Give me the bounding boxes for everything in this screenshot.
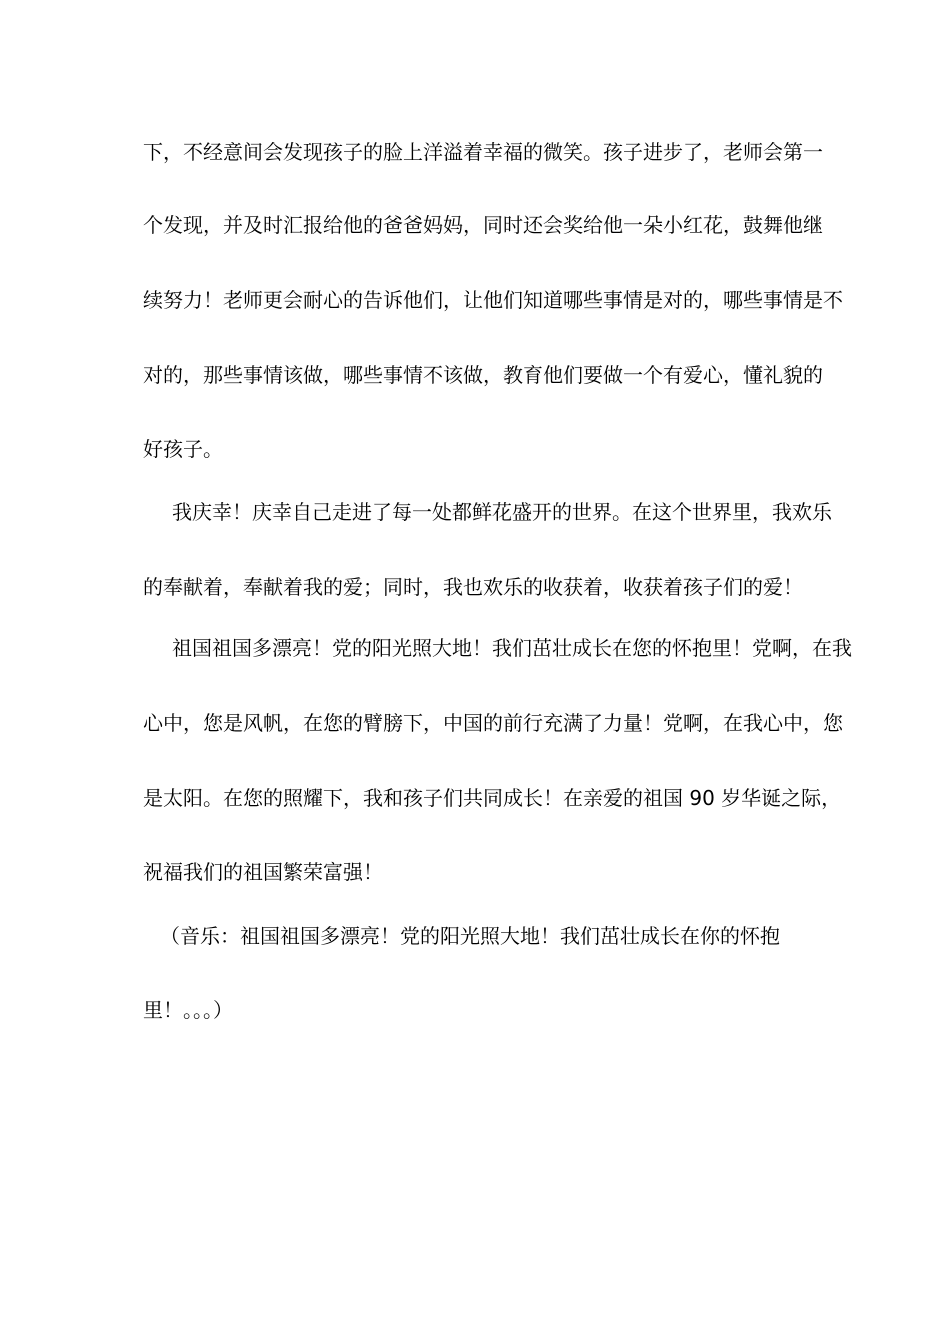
text-line: 个发现，并及时汇报给他的爸爸妈妈，同时还会奖给他一朵小红花，鼓舞他继 (143, 213, 823, 237)
text-line: 心中，您是风帆，在您的臂膀下，中国的前行充满了力量！党啊，在我心中，您 (143, 711, 843, 735)
text-line: 的奉献着，奉献着我的爱；同时，我也欢乐的收获着，收获着孩子们的爱！ (143, 575, 803, 599)
text-line: 续努力！老师更会耐心的告诉他们，让他们知道哪些事情是对的，哪些事情是不 (143, 288, 843, 312)
text-line: 对的，那些事情该做，哪些事情不该做，教育他们要做一个有爱心，懂礼貌的 (143, 363, 823, 387)
text-line: 好孩子。 (143, 437, 223, 461)
paragraph-first-line: 我庆幸！庆幸自己走进了每一处都鲜花盛开的世界。在这个世界里，我欢乐 (172, 500, 832, 524)
text-line: 祝福我们的祖国繁荣富强！ (143, 860, 383, 884)
paragraph-first-line: （音乐：祖国祖国多漂亮！党的阳光照大地！我们茁壮成长在你的怀抱 (160, 924, 780, 948)
text-line: 下，不经意间会发现孩子的脸上洋溢着幸福的微笑。孩子进步了，老师会第一 (143, 140, 823, 164)
text-line: 是太阳。在您的照耀下，我和孩子们共同成长！在亲爱的祖国 90 岁华诞之际， (143, 786, 842, 810)
paragraph-first-line: 祖国祖国多漂亮！党的阳光照大地！我们茁壮成长在您的怀抱里！党啊，在我 (172, 636, 852, 660)
text-line: 里！。。。） (143, 998, 233, 1022)
